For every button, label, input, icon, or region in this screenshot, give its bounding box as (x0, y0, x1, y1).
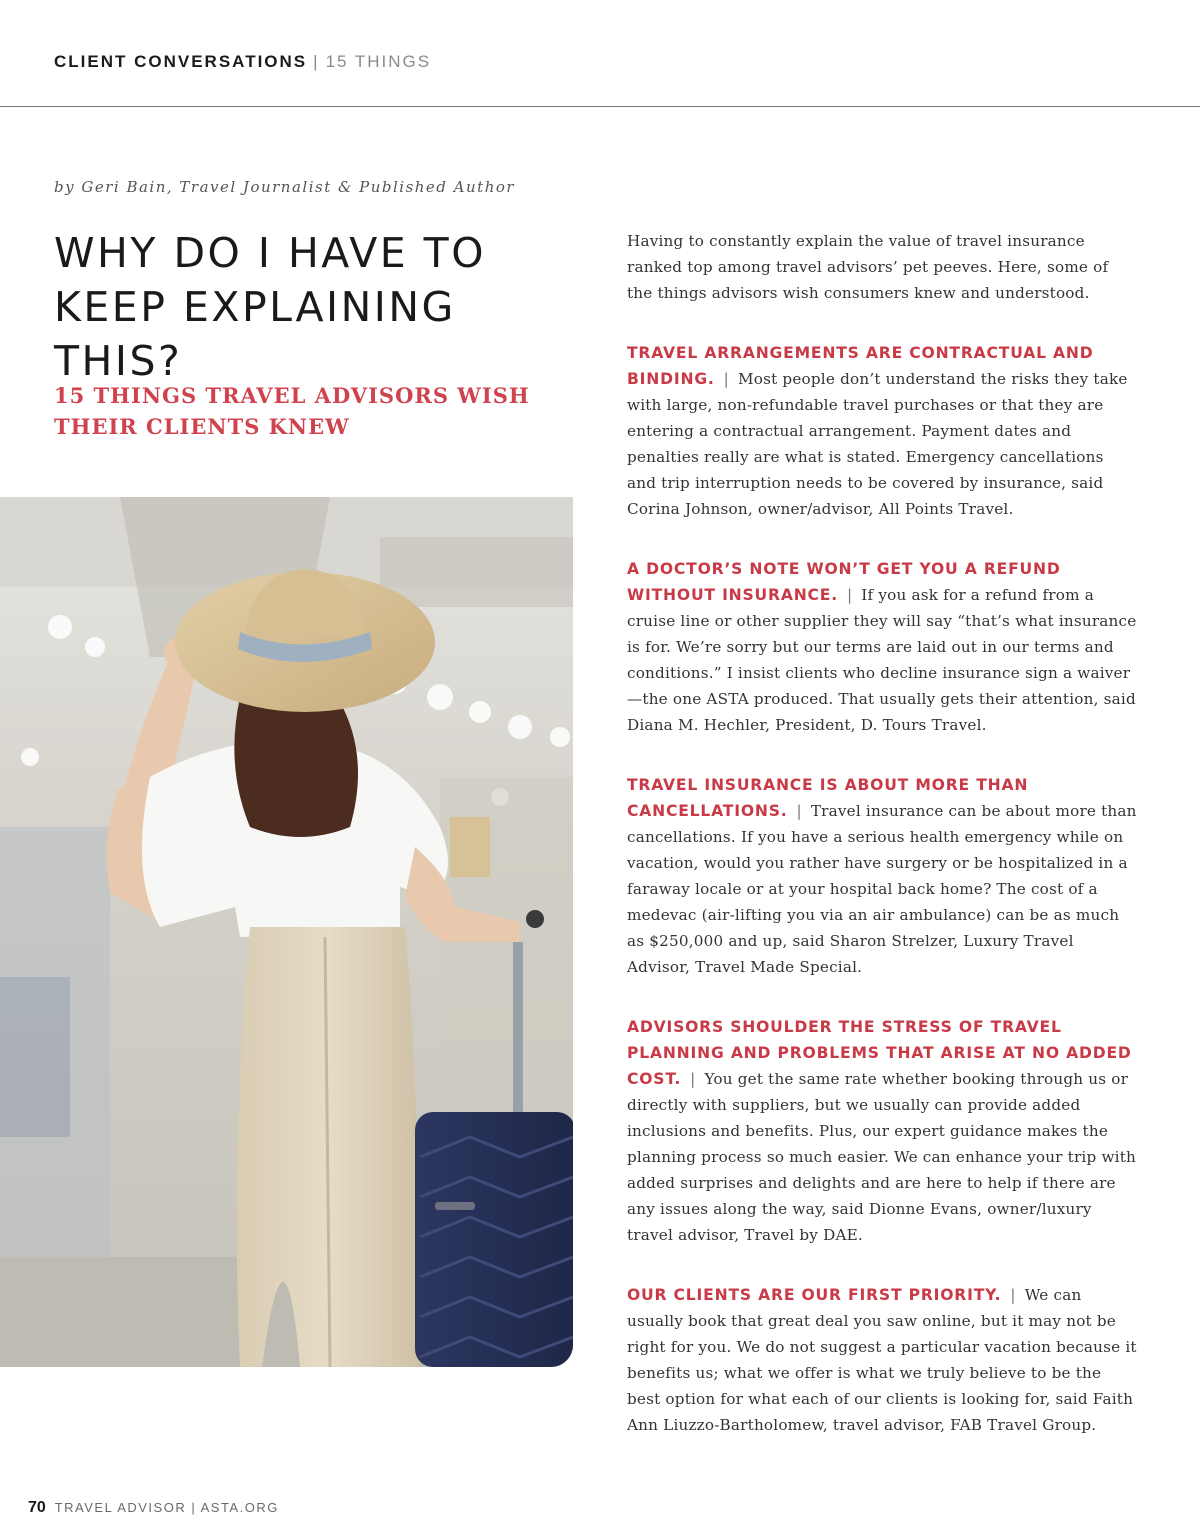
tip-paragraph (627, 340, 1137, 522)
tip-item (627, 1282, 1137, 1438)
article-title: WHY DO I HAVE TO KEEP EXPLAINING THIS? (54, 229, 487, 385)
tip-paragraph (627, 556, 1137, 738)
hero-photo (0, 497, 573, 1367)
tip-body: Travel insurance can be about more than cancellations. If you have a serious health emergency while on vacation, would you rather have surgery or be hospitalized in a faraway locale or at your hospital back home? The cost of a medevac (air-lifting you via an air ambulance) can be as much as $250,000 and up, said Sharon Strelzer, Luxury Travel Advisor, Travel Made Special. (627, 802, 1137, 976)
tip-paragraph (627, 1282, 1137, 1438)
tips-list (627, 340, 1137, 1438)
tip-separator: | (796, 802, 802, 820)
tip-body: We can usually book that great deal you saw online, but it may not be right for you. We do not suggest a particular vacation because it benefits us; what we offer is what we truly believe to be the best option for what each of our clients is looking for, said Faith Ann Liuzzo-Bartholomew, travel advisor, FAB Travel Group. (627, 1286, 1137, 1434)
tip-item (627, 340, 1137, 522)
tip-heading: ADVISORS SHOULDER THE STRESS OF TRAVEL PLANNING AND PROBLEMS THAT ARISE AT NO ADDED COST. (627, 1018, 1132, 1088)
tip-item (627, 1014, 1137, 1248)
running-header (54, 52, 431, 72)
tip-paragraph (627, 1014, 1137, 1248)
tip-body: Most people don’t understand the risks they take with large, non-refundable travel purchases or that they are entering a contractual arrangement. Payment dates and penalties really are what is stated. Emergency cancellations and trip interruption needs to be covered by insurance, said Corina Johnson, owner/advisor, All Points Travel. (627, 370, 1128, 518)
intro-paragraph: Having to constantly explain the value of travel insurance ranked top among travel advisors’ pet peeves. Here, some of the things advisors wish consumers knew and understood. (627, 232, 1109, 302)
tip-separator: | (690, 1070, 696, 1088)
tip-paragraph (627, 772, 1137, 980)
article-subtitle: 15 THINGS TRAVEL ADVISORS WISH THEIR CLIENTS KNEW (54, 383, 530, 439)
topic-label: 15 THINGS (325, 52, 432, 71)
tip-item (627, 556, 1137, 738)
tip-body: If you ask for a refund from a cruise line or other supplier they will say “that’s what insurance is for. We’re sorry but our terms are laid out in our terms and conditions.” I insist clients who decline insurance sign a waiver—the one ASTA produced. That usually gets their attention, said Diana M. Hechler, President, D. Tours Travel. (627, 586, 1137, 734)
tip-separator: | (723, 370, 729, 388)
page-footer (28, 1499, 279, 1517)
tip-heading: TRAVEL INSURANCE IS ABOUT MORE THAN CANCELLATIONS. (627, 776, 1029, 820)
tip-heading: OUR CLIENTS ARE OUR FIRST PRIORITY. (627, 1286, 1002, 1304)
tip-heading: A DOCTOR’S NOTE WON’T GET YOU A REFUND WITHOUT INSURANCE. (627, 560, 1061, 604)
header-divider (0, 106, 1200, 107)
tip-heading: TRAVEL ARRANGEMENTS ARE CONTRACTUAL AND BINDING. (627, 344, 1094, 388)
article-body (627, 228, 1137, 1438)
publication-name: TRAVEL ADVISOR | ASTA.ORG (54, 1500, 279, 1515)
tip-body: You get the same rate whether booking through us or directly with suppliers, but we usually can provide added inclusions and benefits. Plus, our expert guidance makes the planning process so much easier. We can enhance your trip with added surprises and delights and are here to help if there are any issues along the way, said Dionne Evans, owner/luxury travel advisor, Travel by DAE. (627, 1070, 1136, 1244)
tip-separator: | (846, 586, 853, 604)
tip-separator: | (1010, 1286, 1016, 1304)
byline: by Geri Bain, Travel Journalist & Published Author (54, 178, 516, 196)
header-separator: | (313, 52, 320, 71)
section-label: CLIENT CONVERSATIONS (54, 52, 308, 71)
tip-item (627, 772, 1137, 980)
page-number: 70 (28, 1499, 46, 1516)
